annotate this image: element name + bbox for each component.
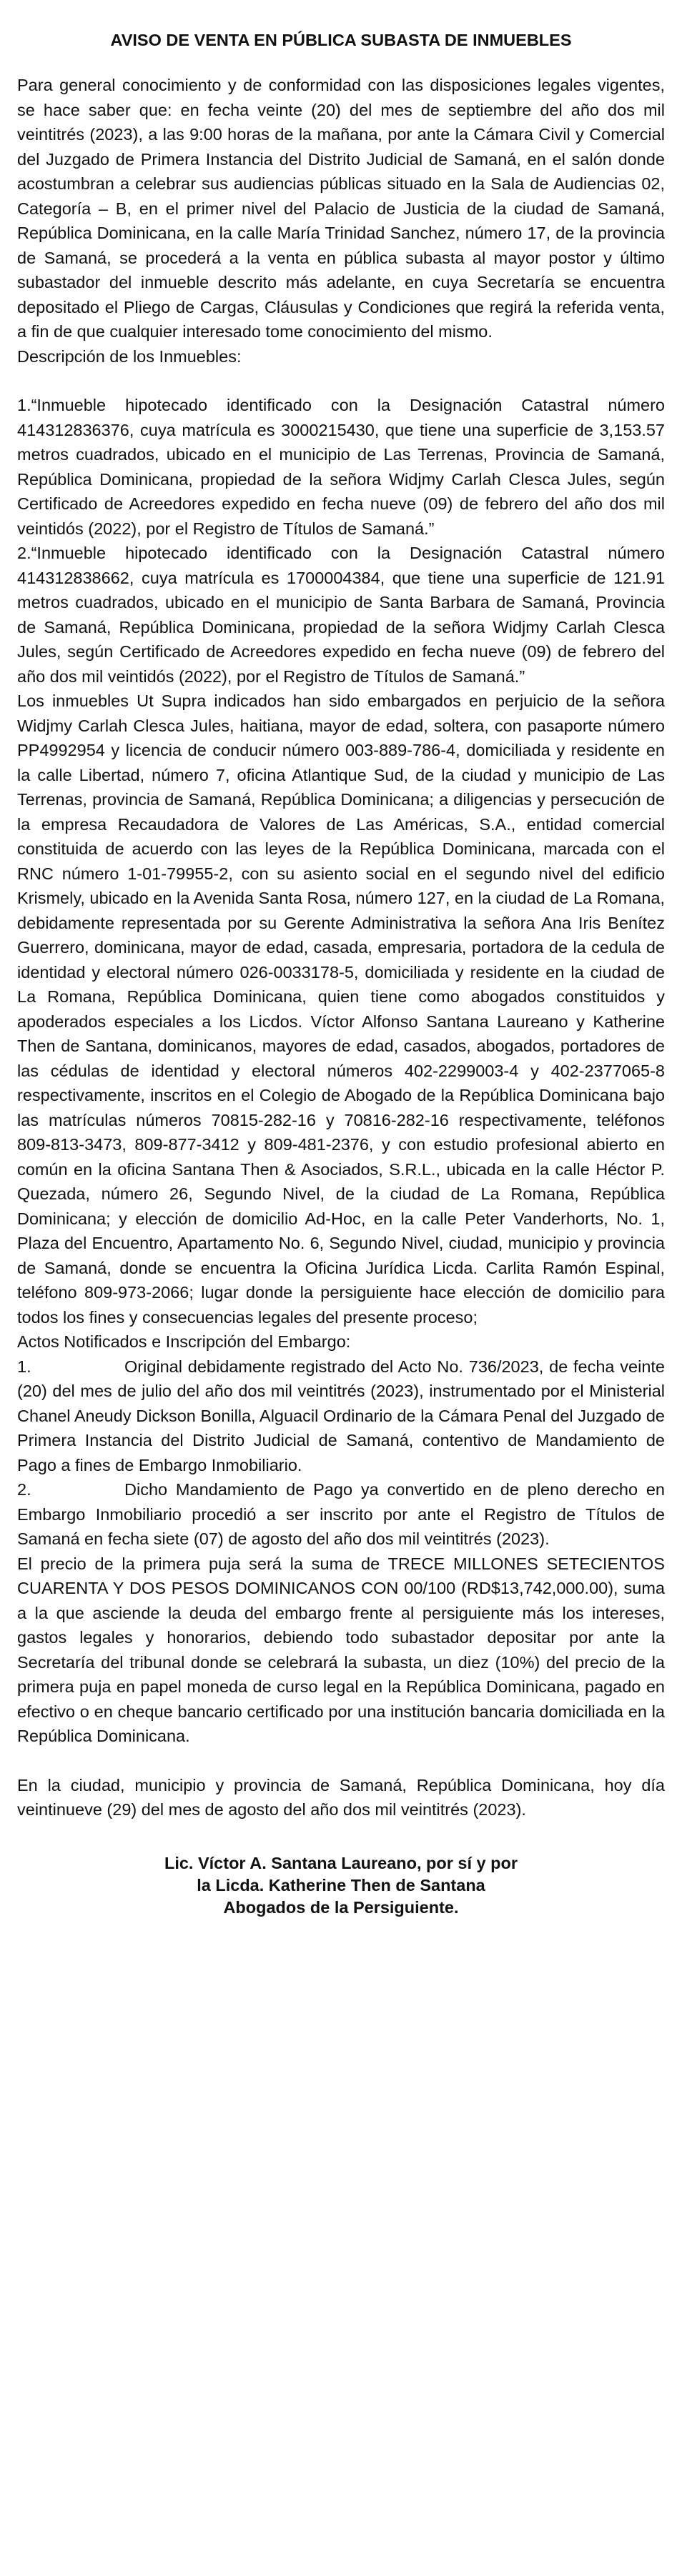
signature-block: [17, 1852, 665, 1919]
act-item-2: [17, 1477, 665, 1552]
description-heading: Descripción de los Inmuebles:: [17, 346, 242, 366]
signature-line-2: la Licda. Katherine Then de Santana: [197, 1875, 485, 1894]
signature-line-3: Abogados de la Persiguiente.: [223, 1897, 459, 1917]
spacer: [17, 369, 665, 393]
property-item-2: 2.“Inmueble hipotecado identificado con la Designación Catastral número 414312838662, cuya matrícula es 1700004384, que tiene una superficie de 121.91 metros cuadrados, ubicado en el municipio de Santa Barbara de Samaná, Provincia de Samaná, República Dominicana, propiedad de la señora Widjmy Carlah Clesca Jules, según Certificado de Acreedores expedido en fecha nueve (09) de febrero del año dos mil veintidós (2022), por el Registro de Títulos de Samaná.”: [17, 544, 665, 686]
notice-title: AVISO DE VENTA EN PÚBLICA SUBASTA DE INMUEBLES: [110, 31, 572, 49]
act-item-text: Dicho Mandamiento de Pago ya convertido en de pleno derecho en Embargo Inmobiliario procedió a ser inscrito por ante el Registro de Títulos de Samaná en fecha siete (07) de agosto del año dos mil veintitrés (2023).: [17, 1480, 665, 1548]
act-item-1: [17, 1354, 665, 1478]
spacer: [17, 1749, 665, 1773]
act-item-number: 2.: [17, 1480, 31, 1499]
closing-paragraph: En la ciudad, municipio y provincia de Samaná, República Dominicana, hoy día veintinueve (29) del mes de agosto del año dos mil veintitrés (2023).: [17, 1775, 665, 1819]
act-item-text: Original debidamente registrado del Acto No. 736/2023, de fecha veinte (20) del mes de julio del año dos mil veintitrés (2023), instrumentado por el Ministerial Chanel Aneudy Dickson Bonilla, Alguacil Ordinario de la Cámara Penal del Juzgado de Primera Instancia del Distrito Judicial de Samaná, contentivo de Mandamiento de Pago a fines de Embargo Inmobiliario.: [17, 1357, 665, 1474]
property-item-1: 1.“Inmueble hipotecado identificado con la Designación Catastral número 414312836376, cuya matrícula es 3000215430, que tiene una superficie de 3,153.57 metros cuadrados, ubicado en el municipio de Las Terrenas, Provincia de Samaná, República Dominicana, propiedad de la señora Widjmy Carlah Clesca Jules, según Certificado de Acreedores expedido en fecha nueve (09) de febrero del año dos mil veintidós (2022), por el Registro de Títulos de Samaná.”: [17, 396, 665, 538]
intro-paragraph: Para general conocimiento y de conformidad con las disposiciones legales vigentes, se hace saber que: en fecha veinte (20) del mes de septiembre del año dos mil veintitrés (2023), a las 9:00 horas de la mañana, por ante la Cámara Civil y Comercial del Juzgado de Primera Instancia del Distrito Judicial de Samaná, en el salón donde acostumbran a celebrar sus audiencias públicas situado en la Sala de Audiencias 02, Categoría – B, en el primer nivel del Palacio de Justicia de la ciudad de Samaná, República Dominicana, en la calle María Trinidad Sanchez, número 17, de la provincia de Samaná, se procederá a la venta en pública subasta al mayor postor y último subastador del inmueble descrito más adelante, en cuya Secretaría se encuentra depositado el Pliego de Cargas, Cláusulas y Condiciones que regirá la referida venta, a fin de que cualquier interesado tome conocimiento del mismo.: [17, 76, 665, 341]
seizure-paragraph: Los inmuebles Ut Supra indicados han sido embargados en perjuicio de la señora Widjmy Carlah Clesca Jules, haitiana, mayor de edad, soltera, con pasaporte número PP4992954 y licencia de conducir número 003-889-786-4, domiciliada y residente en la calle Libertad, número 7, oficina Atlantique Sud, de la ciudad y municipio de Las Terrenas, provincia de Samaná, República Dominicana; a diligencias y persecución de la empresa Recaudadora de Valores de Las Américas, S.A., entidad comercial constituida de acuerdo con las leyes de la República Dominicana, marcada con el RNC número 1-01-79955-2, con su asiento social en el segundo nivel del edificio Krismely, ubicado en la Avenida Santa Rosa, número 127, en la ciudad de La Romana, debidamente representada por su Gerente Administrativa la señora Ana Iris Benítez Guerrero, dominicana, mayor de edad, casada, empresaria, portadora de la cedula de identidad y electoral número 026-0033178-5, domiciliada y residente en la ciudad de La Romana, República Dominicana, quien tiene como abogados constituidos y apoderados especiales a los Licdos. Víctor Alfonso Santana Laureano y Katherine Then de Santana, dominicanos, mayores de edad, casados, abogados, portadores de las cédulas de identidad y electoral números 402-2299003-4 y 402-2377065-8 respectivamente, inscritos en el Colegio de Abogado de la República Dominicana bajo las matrículas números 70815-282-16 y 70816-282-16 respectivamente, teléfonos 809-813-3473, 809-877-3412 y 809-481-2376, y con estudio profesional abierto en común en la oficina Santana Then & Asociados, S.R.L., ubicada en la calle Héctor P. Quezada, número 26, Segundo Nivel, de la ciudad de La Romana, República Dominicana; y elección de domicilio Ad-Hoc, en la calle Peter Vanderhorts, No. 1, Plaza del Encuentro, Apartamento No. 6, Segundo Nivel, ciudad, municipio y provincia de Samaná, donde se encuentra la Oficina Jurídica Licda. Carlita Ramón Espinal, teléfono 809-973-2066; lugar donde la persiguiente hace elección de domicilio para todos los fines y consecuencias legales del presente proceso;: [17, 692, 665, 1327]
acts-heading: Actos Notificados e Inscripción del Embargo:: [17, 1332, 351, 1351]
act-item-number: 1.: [17, 1357, 31, 1376]
price-paragraph: El precio de la primera puja será la suma de TRECE MILLONES SETECIENTOS CUARENTA Y DOS PESOS DOMINICANOS CON 00/100 (RD$13,742,000.00), suma a la que asciende la deuda del embargo frente al persiguiente más los intereses, gastos legales y honorarios, debiendo todo subastador depositar por ante la Secretaría del tribunal donde se celebrará la subasta, un diez (10%) del precio de la primera puja en papel moneda de curso legal en la República Dominicana, pagado en efectivo o en cheque bancario certificado por una institución bancaria domiciliada en la República Dominicana.: [17, 1554, 665, 1745]
signature-line-1: Lic. Víctor A. Santana Laureano, por sí y por: [164, 1853, 518, 1872]
